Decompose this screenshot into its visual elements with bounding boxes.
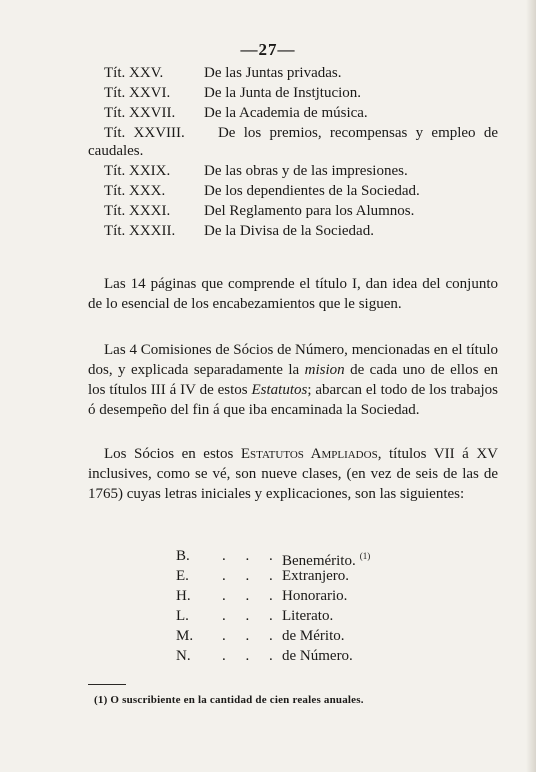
title-text: Del Reglamento para los Alumnos. xyxy=(204,203,415,219)
title-entry xyxy=(0,64,536,82)
title-text: De la Junta de Instjtucion. xyxy=(204,85,362,101)
title-entry xyxy=(0,84,536,102)
class-label-text: Benemérito. xyxy=(282,553,356,569)
leader-dots: . . . xyxy=(222,628,281,644)
italic-word: mision xyxy=(304,362,345,378)
footnote-rule xyxy=(88,684,126,685)
title-number: Tít. XXV. xyxy=(104,65,164,81)
italic-word: Estatutos xyxy=(251,382,308,398)
title-text: De las obras y de las impresiones. xyxy=(204,163,408,179)
text-span: , títulos VII á XV inclusives, como se vé, son nueve clases, (en vez de seis de las de 1765) cuyas letras iniciales y explicaciones, son las siguientes: xyxy=(88,446,498,502)
class-label: de Número. xyxy=(282,648,353,664)
text-span: ; abarcan el todo de los trabajos ó desempeño del fin á que iba encaminada la Sociedad. xyxy=(88,382,498,418)
title-entry xyxy=(0,222,536,240)
class-label: Honorario. xyxy=(282,588,348,604)
title-list xyxy=(0,64,536,242)
class-letter: H. xyxy=(176,588,191,604)
title-text: De la Divisa de la Sociedad. xyxy=(204,223,374,239)
title-entry xyxy=(0,124,536,160)
member-class-row xyxy=(0,606,536,626)
member-class-row xyxy=(0,566,536,586)
class-label: Extranjero. xyxy=(282,568,350,584)
class-letter: L. xyxy=(176,608,189,624)
footnote: (1) O suscribiente en la cantidad de cien reales anuales. xyxy=(94,694,364,706)
class-letter: M. xyxy=(176,628,194,644)
text-span: Los Sócios en estos xyxy=(104,446,241,462)
title-number: Tít. XXVIII. xyxy=(104,125,185,141)
class-letter: N. xyxy=(176,648,191,664)
title-number: Tít. XXXI. xyxy=(104,203,171,219)
leader-dots: . . . xyxy=(222,588,281,604)
paragraph-commissions xyxy=(88,340,498,420)
leader-dots: . . . xyxy=(222,608,281,624)
member-class-row xyxy=(0,586,536,606)
footnote-marker: (1) xyxy=(359,551,371,561)
leader-dots: . . . xyxy=(222,568,281,584)
class-label: de Mérito. xyxy=(282,628,345,644)
leader-dots: . . . xyxy=(222,548,281,564)
title-entry xyxy=(0,182,536,200)
page-number: —27— xyxy=(240,40,296,59)
member-class-list xyxy=(0,546,536,666)
title-entry xyxy=(0,162,536,180)
text-span: Las 4 Comisiones de Sócios de Número, mencionadas en el título dos, y explicada separadamente la xyxy=(88,342,498,378)
paragraph-pages: Las 14 páginas que comprende el título I, dan idea del conjunto de lo esencial de los encabezamientos que le siguen. xyxy=(88,276,498,312)
class-label: Literato. xyxy=(282,608,334,624)
title-entry xyxy=(0,104,536,122)
title-text: De las Juntas privadas. xyxy=(204,65,342,81)
small-caps-phrase: Estatutos Ampliados xyxy=(240,446,378,462)
title-number: Tít. XXVII. xyxy=(104,105,176,121)
text-span: de cada uno de ellos en los títulos III á IV de estos xyxy=(88,362,498,398)
paragraph-socios xyxy=(88,444,498,504)
title-number: Tít. XXXII. xyxy=(104,223,176,239)
title-number: Tít. XXX. xyxy=(104,183,166,199)
leader-dots: . . . xyxy=(222,648,281,664)
title-text: De los dependientes de la Sociedad. xyxy=(204,183,420,199)
title-entry xyxy=(0,202,536,220)
title-number: Tít. XXVI. xyxy=(104,85,171,101)
class-letter: E. xyxy=(176,568,189,584)
title-number: Tít. XXIX. xyxy=(104,163,171,179)
title-text: De la Academia de música. xyxy=(204,105,368,121)
title-text: De los premios, recompensas y empleo de caudales. xyxy=(88,125,499,159)
class-letter: B. xyxy=(176,548,190,564)
member-class-row xyxy=(0,646,536,666)
member-class-row xyxy=(0,546,536,569)
member-class-row xyxy=(0,626,536,646)
